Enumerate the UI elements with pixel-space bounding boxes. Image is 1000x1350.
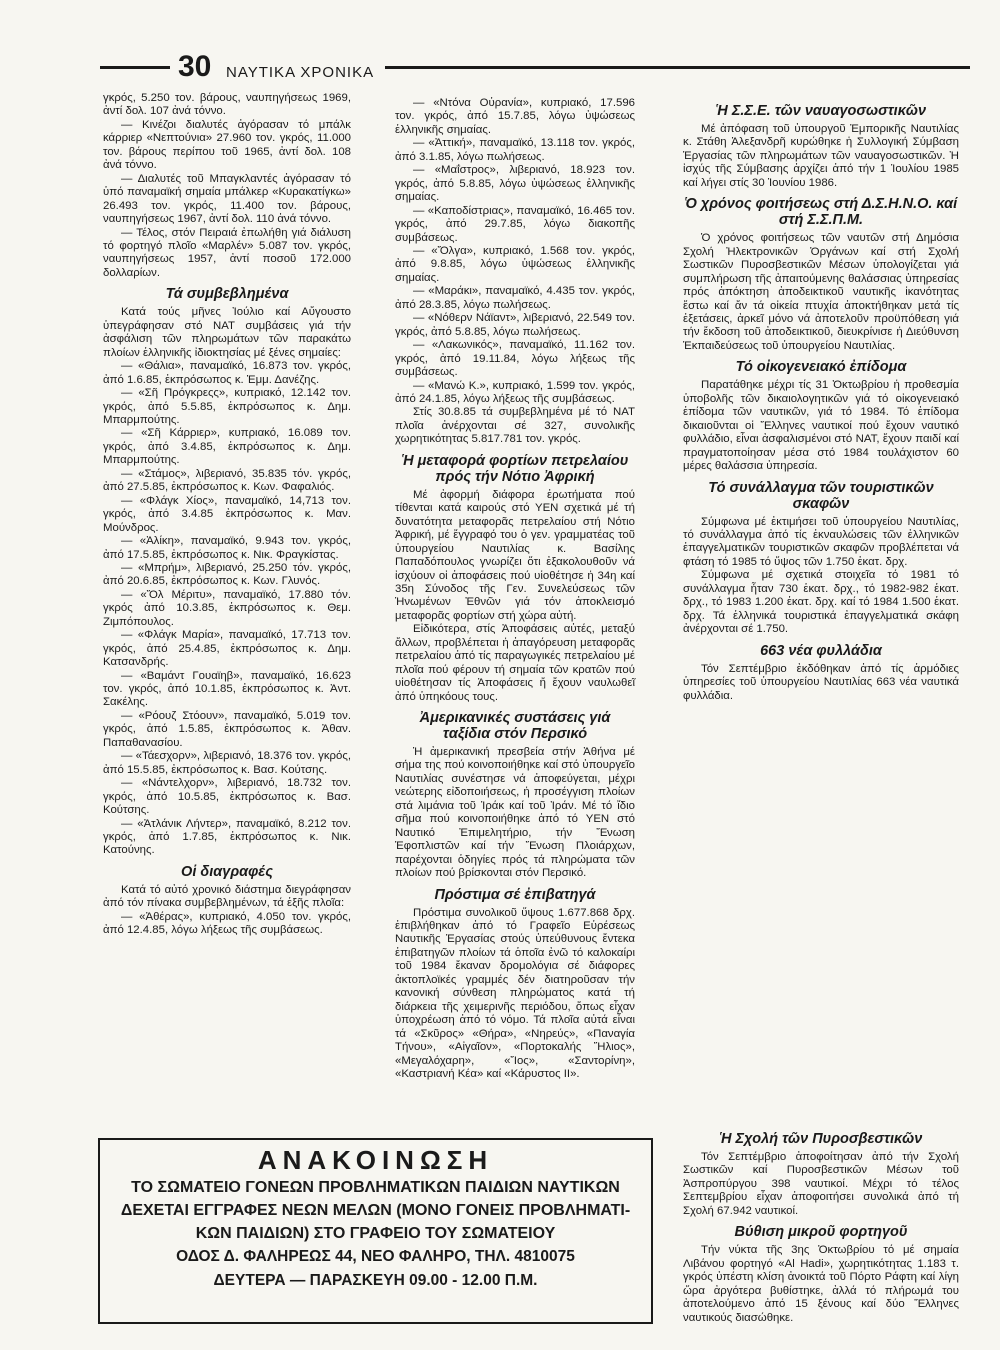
list-item: — «Βαμάντ Γουαϊηβ», παναμαϊκό, 16.623 τον. γκρός, ἀπό 10.1.85, ἐκπρόσωπος κ. Ἀντ. Σακέλης.	[103, 669, 351, 709]
section-heading: Πρόστιμα σέ ἐπιβατηγά	[434, 886, 596, 903]
list-item: — «Λακωνικός», παναμαϊκό, 11.162 τον. γκρός, ἀπό 19.11.84, λόγω λήξεως τῆς συμβάσεως.	[395, 339, 635, 379]
column-3	[683, 97, 959, 703]
paragraph: Παρατάθηκε μέχρι τίς 31 Ὀκτωβρίου ἡ προθεσμία ὑποβολῆς τῶν δικαιολογητικῶν γιά τό οἰκογενειακό ἐπίδομα τῶν ναυτικῶν, γιά τό 1984. Τό ἐπίδομα δικαιοῦνται οἱ Ἕλληνες ναυτικοί πού ἔχουν ναυτικό φυλλάδιο, εἶναι ἀσφαλισμένοι στό ΝΑΤ, ἔχουν παιδί καί πραγματοποίησαν μέσα στό 1984 τουλάχιστον 60 μέρες θαλάσσια ὑπηρεσία.	[683, 379, 959, 473]
list-item: — «Ρόουζ Στόουν», παναμαϊκό, 5.019 τον. γκρός, ἀπό 1.5.85, ἐκπρόσωπος κ. Ἀθαν. Παπαθανασίου.	[103, 709, 351, 749]
list-item: — «Φλάγκ Χίος», παναμαϊκό, 14,713 τον. γκρός, ἀπό 3.4.85 ἐκπρόσωπος κ. Μαν. Μούνδρος.	[103, 494, 351, 534]
list-item: — «Ἀττική», παναμαϊκό, 13.118 τον. γκρός, ἀπό 3.1.85, λόγω πωλήσεως.	[395, 137, 635, 163]
section-heading: Ὁ χρόνος φοιτήσεως στή Δ.Σ.Η.Ν.Ο. καί στή Σ.Σ.Π.Μ.	[684, 196, 958, 229]
paragraph: Μέ ἀπόφαση τοῦ ὑπουργοῦ Ἐμπορικῆς Ναυτιλίας κ. Στάθη Ἀλεξανδρῆ κυρώθηκε ἡ Συλλογική Σύμβαση Ἐργασίας τῶν πληρωμάτων τῶν ναυαγοσωστικῶν. Ἡ ἰσχύς τῆς Σύμβασης ἀρχίζει ἀπό τήν 1 Ἰουλίου 1985 καί λήγει στίς 30 Ἰουνίου 1986.	[683, 123, 959, 189]
page-header	[100, 52, 970, 92]
list-item: — «Νόθερν Νάϊαντ», λιβεριανό, 22.549 τον. γκρός, ἀπό 5.8.85, λόγω πωλήσεως.	[395, 312, 635, 338]
section-heading: Τό οἰκογενειακό ἐπίδομα	[735, 359, 907, 376]
paragraph: γκρός, 5.250 τον. βάρους, ναυπηγήσεως 1969, ἀντί δολ. 107 ἀνά τόννο.	[103, 92, 351, 118]
announcement-box	[98, 1138, 653, 1324]
paragraph: Τόν Σεπτέμβριο ἀποφοίτησαν ἀπό τήν Σχολή Σωστικῶν καί Πυροσβεστικῶν Μέσων τοῦ Ἀσπροπύργου 398 ναυτικοί. Μέχρι τό τέλος Σεπτεμβρίου εἶχαν ἀποφοιτήσει συνολικά ἀπό τή Σχολή 67.942 ναυτικοί.	[683, 1151, 959, 1217]
paragraph: — Τέλος, στόν Πειραιά ἐπωλήθη γιά διάλυση τό φορτηγό πλοῖο «Μαρλέν» 5.087 τον. γκρός, ναυπηγήσεως 1957, ἀντί ποσοῦ 172.000 δολλαρίων.	[103, 226, 351, 279]
paragraph: Μέ ἀφορμή διάφορα ἐρωτήματα πού τίθενται κατά καιρούς στό ΥΕΝ σχετικά μέ τή δυνατότητα μεταφορᾶς πετρελαίου στή Νότιο Ἀφρική, μέ ἔγγραφό του ὁ γεν. γραμματέας τοῦ ὑπουργείου Ναυτιλίας κ. Βασίλης Παπαδόπουλος γνωρίζει ὅτι ἐξακολουθοῦν νά ἰσχύουν οἱ ἀποφάσεις πού υἱοθέτησε ἡ 34η καί 35η Σύνοδος τῆς Γεν. Συνελεύσεως τῶν Ἡνωμένων Ἐθνῶν γιά τόν ἀποκλεισμό μεταφορᾶς φορτίων στή χώρα αὐτή.	[395, 488, 635, 622]
list-item: — «Καποδίστριας», παναμαϊκό, 16.465 τον. γκρός, ἀπό 29.7.85, λόγω διακοπῆς συμβάσεως.	[395, 204, 635, 244]
announcement-title: ΑΝΑΚΟΙΝΩΣΗ	[257, 1145, 494, 1175]
paragraph: Κατά τό αὐτό χρονικό διάστημα διεγράφησαν ἀπό τόν πίνακα συμβεβλημένων, τά ἑξῆς πλοῖα:	[103, 883, 351, 910]
column-1	[103, 92, 351, 938]
paragraph: Τήν νύκτα τῆς 3ης Ὀκτωβρίου τό μέ σημαία Λιβάνου φορτηγό «Al Hadi», χωρητικότητας 1.183 τ. γκρός ὑπέστη κλίση ἀνοικτά τοῦ Πόρτο Ράφτη καί λίγη ὥρα ἀργότερα βυθίστηκε, ἀλλά τό πλήρωμά του ἀποτελούμενο ἀπό 15 ξένους καί δύο Ἕλληνες ναυτικούς διασώθηκε.	[683, 1244, 959, 1324]
publication-title: ΝΑΥΤΙΚΑ ΧΡΟΝΙΚΑ	[226, 64, 375, 81]
list-item: — «Ντόνα Οὐρανία», κυπριακό, 17.596 τον. γκρός, ἀπό 15.7.85, λόγω ὑψώσεως ἑλληνικῆς σημαίας.	[395, 97, 635, 136]
paragraph: Ὁ χρόνος φοιτήσεως τῶν ναυτῶν στή Δημόσια Σχολή Ἠλεκτρονικῶν Ὀργάνων καί στή Σχολή Σωστικῶν Πυροσβεστικῶν Μέσων ὑπολογίζεται γιά συμπλήρωση τῆς ἀπαιτούμενης θαλάσσιας ὑπηρεσίας πρός ἀπόκτηση ἀποδεικτικοῦ ναυτικῆς ἱκανότητας ἔστω καί ἄν τά οἰκεία πτυχία ἀποκτήθηκαν μετά τίς ἐξετάσεις, ἀρκεῖ μόνο νά ἀποτελοῦν προϋπόθεση γιά τήν ἔκδοση τοῦ ἀποδεικτικοῦ, διευκρίνισε ἡ Διεύθυνση Ἐκπαιδεύσεως τοῦ ὑπουργείου Ναυτιλίας.	[683, 232, 959, 352]
header-rule-left	[100, 66, 170, 69]
announcement-line: ΚΩΝ ΠΑΙΔΙΩΝ) ΣΤΟ ΓΡΑΦΕΙΟ ΤΟΥ ΣΩΜΑΤΕΙΟΥ	[195, 1225, 556, 1242]
section-heading: Τά συμβεβλημένα	[165, 286, 289, 303]
announcement-line: ΤΟ ΣΩΜΑΤΕΙΟ ΓΟΝΕΩΝ ΠΡΟΒΛΗΜΑΤΙΚΩΝ ΠΑΙΔΙΩΝ ΝΑΥΤΙΚΩΝ	[131, 1179, 620, 1196]
announcement-hours: ΔΕΥΤΕΡΑ — ΠΑΡΑΣΚΕΥΗ 09.00 - 12.00 Π.Μ.	[213, 1272, 538, 1289]
list-item: — «Ἀθέρας», κυπριακό, 4.050 τον. γκρός, ἀπό 12.4.85, λόγω λήξεως τῆς συμβάσεως.	[103, 910, 351, 937]
paragraph: Σύμφωνα μέ σχετικά στοιχεῖα τό 1981 τό συνάλλαγμα ἦταν 730 ἑκατ. δρχ., τό 1982-982 ἑκατ. δρχ., τό 1983 1.200 ἑκατ. δρχ. καί τό 1984 1.500 ἑκατ. δρχ. Τά ἑλληνικά τουριστικά ἐπαγγελματικά σκάφη ἀνέρχονται σέ 1.750.	[683, 569, 959, 636]
announcement-line: ΔΕΧΕΤΑΙ ΕΓΓΡΑΦΕΣ ΝΕΩΝ ΜΕΛΩΝ (ΜΟΝΟ ΓΟΝΕΙΣ ΠΡΟΒΛΗΜΑΤΙ-	[120, 1202, 631, 1219]
list-item: — «Ὄλγα», κυπριακό, 1.568 τον. γκρός, ἀπό 9.8.85, λόγω ὑψώσεως ἑλληνικῆς σημαίας.	[395, 244, 635, 284]
list-item: — «Στάμος», λιβεριανό, 35.835 τόν. γκρός, ἀπό 27.5.85, ἐκπρόσωπος κ. Κων. Φαφαλιός.	[103, 467, 351, 494]
section-heading: Ἡ Σ.Σ.Ε. τῶν ναυαγοσωστικῶν	[715, 103, 927, 119]
section-heading: Ἀμερικανικές συστάσεις γιά ταξίδια στόν Περσικό	[419, 710, 611, 743]
column-3-lower	[683, 1125, 959, 1325]
list-item: — «Μανώ Κ.», κυπριακό, 1.599 τον. γκρός, ἀπό 24.1.85, λόγω λήξεως τῆς συμβάσεως.	[395, 379, 635, 405]
list-item: — «Μαΐστρος», λιβεριανό, 18.923 τον. γκρός, ἀπό 5.8.85, λόγω ὑψώσεως ἑλληνικῆς σημαίας.	[395, 164, 635, 204]
column-2	[395, 97, 635, 1081]
page-number: 30	[178, 50, 212, 83]
paragraph: Κατά τούς μῆνες Ἰούλιο καί Αὔγουστο ὑπεγράφησαν στό ΝΑΤ συμβάσεις γιά τήν ἀσφάλιση τῶν πληρωμάτων τῶν παρακάτω πλοίων ἑλληνικῆς ἰδιοκτησίας μέ ξένες σημαίες:	[103, 306, 351, 359]
list-item: — «Μαράκι», παναμαϊκό, 4.435 τον. γκρός, ἀπό 28.3.85, λόγω πωλήσεως.	[395, 285, 635, 311]
section-heading: Ἡ Σχολή τῶν Πυροσβεστικῶν	[719, 1131, 923, 1147]
section-heading: 663 νέα φυλλάδια	[760, 642, 882, 659]
paragraph: — Κινέζοι διαλυτές ἀγόρασαν τό μπάλκ κάρριερ «Νεπτούνια» 27.960 τον. γκρός, 11.000 τον. βάρους περίπου τοῦ 1965, ἀντί δολ. 108 ἀνά τόννο.	[103, 118, 351, 172]
header-rule-right	[385, 66, 970, 69]
list-item: — «Θάλια», παναμαϊκό, 16.873 τον. γκρός, ἀπό 1.6.85, ἐκπρόσωπος κ. Ἐμμ. Δανέζης.	[103, 360, 351, 386]
paragraph: Σύμφωνα μέ ἐκτιμήσει τοῦ ὑπουργείου Ναυτιλίας, τό συνάλλαγμα ἀπό τίς ἐκναυλώσεις τῶν ἑλληνικῶν ἐπαγγελματικῶν τουριστικῶν σκαφῶν προβλέπεται νά φτάση τό 1985 τό ὕψος τῶν 1.750 ἑκατ. δρχ.	[683, 515, 959, 568]
list-item: — «Μπρήμ», λιβεριανό, 25.250 τόν. γκρός, ἀπό 20.6.85, ἐκπρόσωπος κ. Κων. Γλυνός.	[103, 561, 351, 588]
section-heading: Ἡ μεταφορά φορτίων πετρελαίου πρός τήν Νότιο Ἀφρική	[401, 452, 629, 485]
paragraph: — Διαλυτές τοῦ Μπαγκλαντές ἀγόρασαν τό ὑπό παναμαϊκή σημαία μπάλκερ «Κυρακατίγκω» 26.493 τον. γκρός, 11.400 τον. βάρους, ναυπηγήσεως 1967, ἀντί δολ. 110 ἀνά τόννο.	[103, 172, 351, 226]
section-heading: Τό συνάλλαγμα τῶν τουριστικῶν σκαφῶν	[708, 479, 934, 512]
list-item: — «Τάεσχορν», λιβεριανό, 18.376 τον. γκρός, ἀπό 15.5.85, ἐκπρόσωπος κ. Βασ. Κούτσης.	[103, 750, 351, 776]
list-item: — «Σῆ Πρόγκρεςς», κυπριακό, 12.142 τον. γκρός, ἀπό 5.5.85, ἐκπρόσωπος κ. Δημ. Μπαρμπούτης.	[103, 387, 351, 426]
list-item: — «Νάντελχορν», λιβεριανό, 18.732 τον. γκρός, ἀπό 10.5.85, ἐκπρόσωπος κ. Βασ. Κούτσης.	[103, 777, 351, 817]
list-item: — «Φλάγκ Μαρία», παναμαϊκό, 17.713 τον. γκρός, ἀπό 25.4.85, ἐκπρόσωπος κ. Δημ. Κατσανδρής.	[103, 629, 351, 669]
list-item: — «Σῆ Κάρριερ», κυπριακό, 16.089 τον. γκρός, ἀπό 3.4.85, ἐκπρόσωπος κ. Δημ. Μπαρμπούτης.	[103, 427, 351, 467]
section-heading: Βύθιση μικροῦ φορτηγοῦ	[734, 1224, 908, 1241]
section-heading: Οἱ διαγραφές	[181, 863, 273, 880]
list-item: — «Ὅλ Μέριτυ», παναμαϊκό, 17.880 τόν. γκρός ἀπό 10.3.85, ἐκπρόσωπος κ. Θεμ. Ζιμπόπουλος.	[103, 588, 351, 628]
paragraph: Πρόστιμα συνολικοῦ ὕψους 1.677.868 δρχ. ἐπιβλήθηκαν ἀπό τό Γραφεῖο Εὑρέσεως Ναυτικῆς Ἐργασίας στούς ὑπεύθυνους ἔντεκα ἐπιβατηγῶν πλοίων τά ὁποῖα ἐνῶ τό καλοκαίρι τοῦ 1984 ἔκαναν δρομολόγια σέ διάφορες ἀκτοπλοϊκές γραμμές δέν διατηροῦσαν τήν κανονική σύνθεση πληρώματος κατά τή διάρκεια τῆς χειμερινῆς περιόδου, ὅπως εἶχαν ὑποχρέωση ἀπό τό νόμο. Τά πλοῖα αὐτά εἶναι τά «Σκῦρος» «Θήρα», «Νηρεύς», «Παναγία Τήνου», «Αἰγαῖον», «Πορτοκαλής Ἥλιος», «Μεγαλόχαρη», «Ἴος», «Σαντορίνη», «Καστριανή Κέα» καί «Κάρυστος ΙΙ».	[395, 906, 635, 1080]
announcement-address: ΟΔΟΣ Δ. ΦΑΛΗΡΕΩΣ 44, ΝΕΟ ΦΑΛΗΡΟ, ΤΗΛ. 4810075	[176, 1248, 575, 1265]
paragraph: Τόν Σεπτέμβριο ἐκδόθηκαν ἀπό τίς ἁρμόδιες ὑπηρεσίες τοῦ ὑπουργείου Ναυτιλίας 663 νέα ναυτικά φυλλάδια.	[683, 662, 959, 702]
list-item: — «Ἀτλάνικ Λήντερ», παναμαϊκό, 8.212 τον. γκρός, ἀπό 1.7.85, ἐκπρόσωπος κ. Νικ. Κατούνης.	[103, 817, 351, 857]
paragraph: Εἰδικότερα, στίς Ἀποφάσεις αὐτές, μεταξύ ἄλλων, προβλέπεται ἡ ἀπαγόρευση μεταφορᾶς πετρελαίου ἀπό τίς παραγωγικές πετρελαίου μέ πλοῖα πού φέρουν τή σημαία τῶν κρατῶν πού υἱοθέτησαν τίς Ἀποφάσεις ἤ ἔχουν ναυλωθεῖ ἀπό ὑπηκόους τους.	[395, 623, 635, 703]
list-item: — «Ἀλίκη», παναμαϊκό, 9.943 τον. γκρός, ἀπό 17.5.85, ἐκπρόσωπος κ. Νικ. Φραγκίστας.	[103, 535, 351, 561]
paragraph: Στίς 30.8.85 τά συμβεβλημένα μέ τό ΝΑΤ πλοῖα ἀνέρχονται σέ 327, συνολικῆς χωρητικότητας 5.817.781 τον. γκρός.	[395, 406, 635, 446]
paragraph: Ἡ ἀμερικανική πρεσβεία στήν Ἀθήνα μέ σήμα της πού κοινοποιήθηκε καί στό ὑπουργεῖο Ναυτιλίας συνέστησε νά ἀποφεύγεται, μέχρι νεώτερης εἰδοποιήσεως, ἡ προσέγγιση πλοίων στά λιμάνια τοῦ Ἰράκ καί τοῦ Ἰράν. Μέ τό ἴδιο σῆμα πού κοινοποιήθηκε ἀπό τό ΥΕΝ στό Ναυτικό Ἐπιμελητήριο, τήν Ἕνωση Ἐφοπλιστῶν καί τήν Ἕνωση Πλοιάρχων, παρέχονται ὁδηγίες πρός τά πληρώματα τῶν πλοίων πού βρίσκονται στόν Περσικό.	[395, 746, 635, 880]
